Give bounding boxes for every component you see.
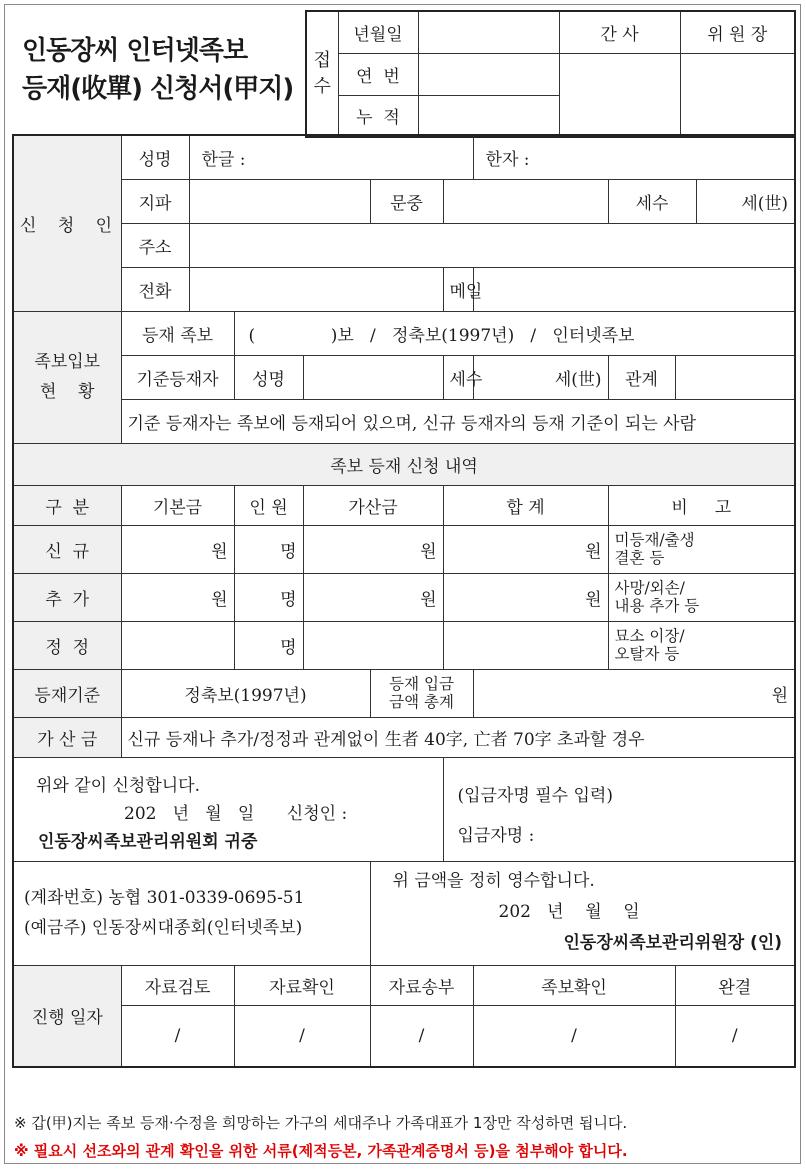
request-recipient: 인동장씨족보관리위원회 귀중 [38,831,258,852]
step-review-date[interactable]: / [121,1005,234,1067]
row-fix-remarks-2: 오탈자 등 [614,645,680,663]
row-fix-label: 정 정 [13,621,121,669]
receipt-date-label: 년월일 [338,11,418,53]
application-table [12,134,796,1068]
row-fix-base-fee[interactable] [121,621,234,669]
name-hanja-field[interactable] [473,135,795,179]
basis-value: 정축보(1997년) [121,669,370,717]
row-add-remarks-1: 사망/외손/ [614,579,685,597]
row-new-persons[interactable]: 명 [234,525,303,573]
col-extra-fee: 가산금 [303,485,443,525]
extra-fee-label: 가 산 금 [13,717,121,757]
col-total: 합 계 [443,485,608,525]
chair-sign-field[interactable] [680,53,795,137]
account-number: (계좌번호) 농협 301-0339-0695-51 [24,888,305,908]
row-add-remarks [608,573,795,621]
hanja-label: 한자 : [485,149,530,170]
address-label: 주소 [121,223,189,267]
total-deposit-label-2: 금액 총계 [389,693,454,711]
clan-field[interactable] [443,179,608,223]
row-new-base-fee[interactable]: 원 [121,525,234,573]
relation-field[interactable] [675,355,795,399]
row-add-label: 추 가 [13,573,121,621]
progress-label: 진행 일자 [13,965,121,1067]
row-add-remarks-2: 내용 추가 등 [614,597,700,615]
step-confirm-date[interactable]: / [234,1005,370,1067]
request-date-line[interactable]: 202 년 월 일 신청인 : [124,803,348,824]
email-field[interactable] [473,267,795,311]
relation-label: 관계 [608,355,675,399]
form-title [22,32,302,108]
depositor-note: (입금자명 필수 입력) [457,785,613,806]
footer-note-2: ※ 필요시 선조와의 관계 확인을 위한 서류(제적등본, 가족관계증명서 등)을 첨부해야 합니다. [14,1142,628,1160]
receipt-serial-label: 연 번 [338,53,418,95]
clan-label: 문중 [370,179,443,223]
phone-label: 전화 [121,267,189,311]
row-new-remarks [608,525,795,573]
base-registrant-note: 기준 등재자는 족보에 등재되어 있으며, 신규 등재자의 등재 기준이 되는 사람 [121,399,795,443]
depositor-field[interactable]: 입금자명 : [457,825,535,846]
row-new-extra-fee[interactable]: 원 [303,525,443,573]
receipt-date[interactable]: 202 년 월 일 [498,901,640,922]
account-holder: (예금주) 인동장씨대종회(인터넷족보) [24,918,303,938]
email-label: 메일 [443,267,473,311]
staff-label: 간 사 [559,11,680,53]
col-base-fee: 기본금 [121,485,234,525]
extra-fee-note: 신규 등재나 추가/정정과 관계없이 生者 40字, 亡者 70字 초과할 경우 [121,717,795,757]
row-fix-remarks [608,621,795,669]
receipt-cumulative-field[interactable] [418,95,559,137]
request-block [13,757,443,861]
branch-label: 지파 [121,179,189,223]
footer-note-1: ※ 갑(甲)지는 족보 등재·수정을 희망하는 가구의 세대주나 가족대표가 1장만 작성하면 됩니다. [14,1114,628,1132]
receipt-signatory: 인동장씨족보관리위원장 (인) [563,932,783,953]
registered-book-options[interactable]: ( )보 / 정축보(1997년) / 인터넷족보 [234,311,795,355]
hangul-label: 한글 : [201,149,246,170]
title-line-2: 등재(收單) 신청서(甲지) [22,74,294,104]
base-generation-field[interactable]: 세(世) [473,355,608,399]
status-section-line-1: 족보입보 [34,352,101,372]
status-section-line-2: 현 황 [40,382,95,402]
total-deposit-label [370,669,473,717]
base-name-label: 성명 [234,355,303,399]
step-book-check-date[interactable]: / [473,1005,675,1067]
depositor-block [443,757,795,861]
step-send: 자료송부 [370,965,473,1005]
row-new-remarks-1: 미등재/출생 [614,531,695,549]
receipt-serial-field[interactable] [418,53,559,95]
base-name-field[interactable] [303,355,443,399]
row-fix-total[interactable] [443,621,608,669]
step-send-date[interactable]: / [370,1005,473,1067]
row-add-persons[interactable]: 명 [234,573,303,621]
row-fix-extra-fee[interactable] [303,621,443,669]
generation-field[interactable]: 세(世) [696,179,795,223]
step-complete: 완결 [675,965,795,1005]
status-section-label [13,311,121,443]
payment-receipt-block [370,861,795,965]
col-remarks: 비 고 [608,485,795,525]
name-hangul-field[interactable] [189,135,473,179]
title-line-1: 인동장씨 인터넷족보 [22,36,248,66]
registered-book-label: 등재 족보 [121,311,234,355]
branch-field[interactable] [189,179,370,223]
col-persons: 인 원 [234,485,303,525]
row-new-label: 신 규 [13,525,121,573]
row-new-total[interactable]: 원 [443,525,608,573]
receipt-date-field[interactable] [418,11,559,53]
details-header: 족보 등재 신청 내역 [13,443,795,485]
receipt-statement: 위 금액을 정히 영수합니다. [392,870,595,891]
receipt-cumulative-label: 누 적 [338,95,418,137]
receipt-label: 접 수 [306,11,338,137]
step-complete-date[interactable]: / [675,1005,795,1067]
applicant-section-label: 신 청 인 [13,135,121,311]
row-new-remarks-2: 결혼 등 [614,549,665,567]
chair-label: 위 원 장 [680,11,795,53]
row-fix-remarks-1: 묘소 이장/ [614,627,685,645]
address-field[interactable] [189,223,795,267]
base-generation-label: 세수 [443,355,473,399]
name-label: 성명 [121,135,189,179]
generation-label: 세수 [608,179,696,223]
row-add-base-fee[interactable]: 원 [121,573,234,621]
receipt-table [305,10,796,138]
step-review: 자료검토 [121,965,234,1005]
total-deposit-field[interactable]: 원 [473,669,795,717]
step-confirm: 자료확인 [234,965,370,1005]
request-line-1: 위와 같이 신청합니다. [36,775,201,796]
row-add-total[interactable]: 원 [443,573,608,621]
step-book-check: 족보확인 [473,965,675,1005]
base-registrant-label: 기준등재자 [121,355,234,399]
phone-field[interactable] [189,267,443,311]
basis-label: 등재기준 [13,669,121,717]
row-add-extra-fee[interactable]: 원 [303,573,443,621]
staff-sign-field[interactable] [559,53,680,137]
col-category: 구 분 [13,485,121,525]
account-block [13,861,370,965]
total-deposit-label-1: 등재 입금 [389,675,454,693]
row-fix-persons[interactable]: 명 [234,621,303,669]
